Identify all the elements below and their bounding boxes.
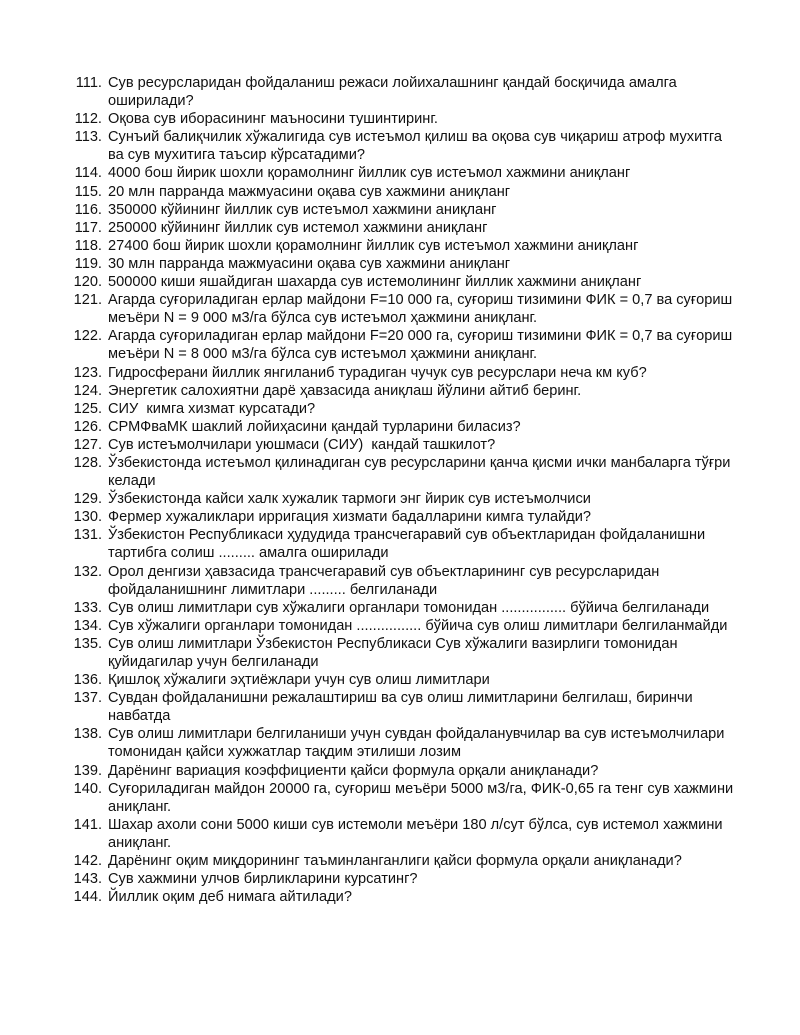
question-text: Суғориладиган майдон 20000 га, суғориш меъёри 5000 м3/га, ФИК-0,65 га тенг сув хажмини аниқланг. <box>108 780 738 815</box>
question-text: Ўзбекистонда истеъмол қилинадиган сув ресурсларини қанча қисми ички манбаларга тўғри келади <box>108 454 735 490</box>
question-text: Энергетик салохиятни дарё ҳавзасида аниқлаш йўлини айтиб беринг. <box>108 382 582 399</box>
question-number: 111. <box>75 75 102 91</box>
question-text: Дарёнинг вариация коэффициенти қайси формула орқали аниқланади? <box>108 762 599 779</box>
question-item <box>60 508 740 526</box>
question-number: 130. <box>73 509 102 526</box>
question-item <box>60 617 740 635</box>
question-text: СРМФваМК шаклий лойиҳасини қандай турларини биласиз? <box>108 418 521 435</box>
question-number: 117. <box>74 219 102 236</box>
question-number: 122. <box>73 328 102 345</box>
question-number: 118. <box>74 237 102 254</box>
question-item <box>60 436 740 454</box>
question-text: Шахар ахоли сони 5000 киши сув истемоли меъёри 180 л/сут бўлса, сув истемол хажмини аниқланг. <box>108 816 727 851</box>
question-item <box>60 418 740 436</box>
question-text: 20 млн парранда мажмуасини оқава сув хажмини аниқланг <box>108 183 511 200</box>
question-number: 143. <box>73 871 102 888</box>
question-number: 114. <box>74 165 102 182</box>
question-number: 125. <box>73 400 102 417</box>
question-item <box>60 219 740 237</box>
question-item <box>60 635 740 671</box>
question-text: Йиллик оқим деб нимага айтилади? <box>108 889 352 906</box>
question-text: Орол денгизи ҳавзасида трансчегаравий сув объектларининг сув ресурсларидан фойдаланишнинг лимитлари ......... белгиланади <box>108 563 664 598</box>
question-item <box>60 183 740 201</box>
question-text: 4000 бош йирик шохли қорамолнинг йиллик сув истеъмол хажмини аниқланг <box>108 165 631 182</box>
question-item <box>60 400 740 418</box>
question-number: 123. <box>73 364 102 381</box>
question-text: СИУ кимга хизмат курсатади? <box>108 400 316 417</box>
question-text: Оқова сув иборасининг маъносини тушинтиринг. <box>108 111 438 128</box>
question-number: 127. <box>73 436 102 453</box>
question-text: Сув истеъмолчилари уюшмаси (СИУ) кандай ташкилот? <box>108 436 496 453</box>
question-text: 27400 бош йирик шохли қорамолнинг йиллик сув истеъмол хажмини аниқланг <box>108 237 639 254</box>
question-number: 115. <box>74 183 102 200</box>
question-item <box>60 725 740 761</box>
question-item <box>60 852 740 870</box>
question-text: 30 млн парранда мажмуасини оқава сув хажмини аниқланг <box>108 255 511 272</box>
question-list <box>60 74 740 906</box>
question-number: 138. <box>73 726 102 743</box>
question-text: Агарда суғориладиган ерлар майдони F=20 000 га, суғориш тизимини ФИК = 0,7 ва суғориш меъёри N = 8 000 м3/га бўлса сув истеъмол ҳажмини аниқланг. <box>108 328 737 363</box>
question-item <box>60 128 740 164</box>
question-item <box>60 762 740 780</box>
question-item <box>60 816 740 852</box>
question-item <box>60 526 740 562</box>
question-number: 112. <box>74 111 102 128</box>
question-number: 139. <box>73 762 102 779</box>
question-item <box>60 454 740 490</box>
question-text: Сув олиш лимитлари сув хўжалиги органлари томонидан ................ бўйича белгиланади <box>108 599 710 616</box>
question-item <box>60 490 740 508</box>
question-item <box>60 870 740 888</box>
question-text: 250000 кўйининг йиллик сув истемол хажмини аниқланг <box>108 219 488 236</box>
question-text: Сунъий балиқчилик хўжалигида сув истеъмол қилиш ва оқова сув чиқариш атроф мухитга ва сув мухитига таъсир кўрсатадими? <box>108 129 727 164</box>
question-text: Қишлоқ хўжалиги эҳтиёжлари учун сув олиш лимитлари <box>108 672 490 689</box>
question-text: Фермер хужаликлари ирригация хизмати бадалларини кимга тулайди? <box>108 509 592 526</box>
question-item <box>60 237 740 255</box>
question-item <box>60 273 740 291</box>
question-text: Агарда суғориладиган ерлар майдони F=10 000 га, суғориш тизимини ФИК = 0,7 ва суғориш меъёри N = 9 000 м3/га бўлса сув истеъмол ҳажмини аниқланг. <box>108 292 737 327</box>
question-item <box>60 563 740 599</box>
question-number: 116. <box>74 201 102 218</box>
question-number: 120. <box>73 274 102 291</box>
question-item <box>60 888 740 906</box>
question-item <box>60 364 740 382</box>
question-number: 121. <box>73 292 102 309</box>
question-text: 350000 кўйининг йиллик сув истеъмол хажмини аниқланг <box>108 201 497 218</box>
question-item <box>60 164 740 182</box>
question-text: Ўзбекистонда кайси халк хужалик тармоги энг йирик сув истеъмолчиси <box>108 491 591 508</box>
question-text: Сувдан фойдаланишни режалаштириш ва сув олиш лимитларини белгилаш, биринчи навбатда <box>108 690 697 725</box>
question-item <box>60 327 740 363</box>
question-number: 135. <box>73 635 102 652</box>
question-number: 134. <box>73 617 102 634</box>
question-number: 133. <box>73 599 102 616</box>
question-item <box>60 599 740 617</box>
question-item <box>60 110 740 128</box>
question-number: 131. <box>73 527 102 544</box>
question-number: 113. <box>74 129 102 146</box>
question-number: 141. <box>73 816 102 833</box>
question-item <box>60 201 740 219</box>
question-number: 126. <box>73 418 102 435</box>
question-item <box>60 780 740 816</box>
question-item <box>60 74 740 110</box>
question-number: 132. <box>73 563 102 580</box>
question-number: 136. <box>73 672 102 689</box>
question-item <box>60 382 740 400</box>
question-text: Сув олиш лимитлари белгиланиши учун сувдан фойдаланувчилар ва сув истеъмолчилари томонидан қайси хужжатлар тақдим этилиши лозим <box>108 726 729 761</box>
question-number: 129. <box>73 491 102 508</box>
question-text: Дарёнинг оқим миқдорининг таъминланганлиги қайси формула орқали аниқланади? <box>108 853 682 870</box>
question-number: 119. <box>74 255 102 272</box>
question-text: Сув хажмини улчов бирликларини курсатинг? <box>108 871 418 888</box>
question-number: 128. <box>73 454 102 471</box>
question-text: Сув олиш лимитлари Ўзбекистон Республикаси Сув хўжалиги вазирлиги томонидан қуйидагилар учун белгиланади <box>108 635 682 670</box>
question-text: 500000 киши яшайдиган шахарда сув истемолининг йиллик хажмини аниқланг <box>108 274 642 291</box>
question-text: Гидросферани йиллик янгиланиб турадиган чучук сув ресурслари неча км куб? <box>108 364 647 381</box>
question-number: 144. <box>73 889 102 906</box>
question-item <box>60 671 740 689</box>
question-item <box>60 291 740 327</box>
question-text: Сув ресурсларидан фойдаланиш режаси лойихалашнинг қандай босқичида амалга оширилади? <box>108 75 681 110</box>
question-number: 142. <box>73 853 102 870</box>
question-number: 124. <box>73 382 102 399</box>
question-item <box>60 255 740 273</box>
question-text: Сув хўжалиги органлари томонидан ................ бўйича сув олиш лимитлари белгиланмайди <box>108 617 728 634</box>
question-number: 140. <box>73 780 102 797</box>
question-text: Ўзбекистон Республикаси ҳудудида трансчегаравий сув объектларидан фойдаланишни тартибга солиш ......... амалга оширилади <box>108 527 710 562</box>
question-item <box>60 689 740 725</box>
question-number: 137. <box>73 690 102 707</box>
